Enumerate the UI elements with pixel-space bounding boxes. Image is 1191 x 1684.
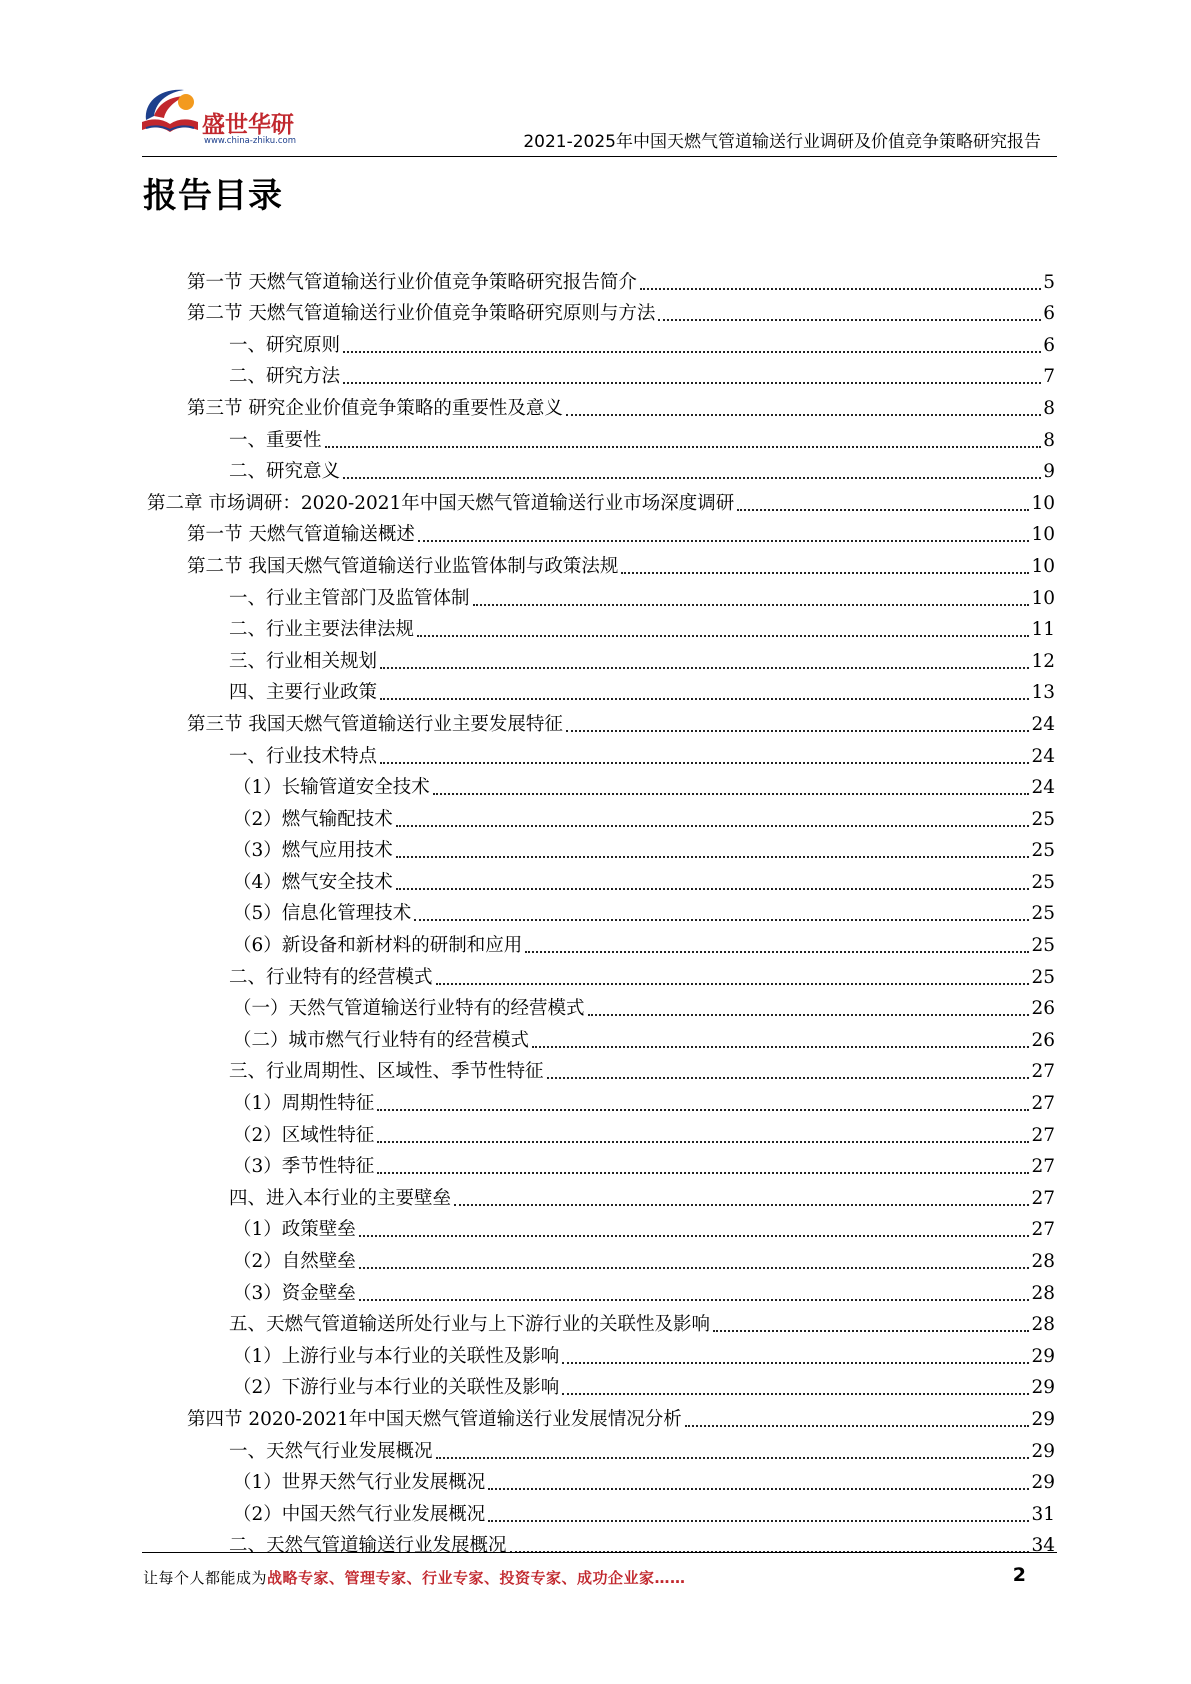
toc-dot-leader xyxy=(658,319,1041,321)
toc-entry-page: 24 xyxy=(1031,777,1055,799)
toc-entry[interactable] xyxy=(0,1052,1191,1084)
toc-dot-leader xyxy=(685,1425,1030,1427)
toc-entry-title: 四、主要行业政策 xyxy=(229,682,378,704)
toc-entry-page: 10 xyxy=(1031,555,1055,577)
toc-entry-page: 25 xyxy=(1031,808,1055,830)
toc-dot-leader xyxy=(417,635,1029,637)
toc-entry-page: 5 xyxy=(1043,271,1055,293)
slogan-emphasis: 战略专家、管理专家、行业专家、投资专家、成功企业家…… xyxy=(267,1569,686,1587)
toc-dot-leader xyxy=(359,1267,1030,1269)
toc-dot-leader xyxy=(396,825,1030,827)
toc-entry[interactable] xyxy=(0,1336,1191,1368)
toc-entry[interactable] xyxy=(0,768,1191,800)
toc-entry-title: （1）世界天然气行业发展概况 xyxy=(233,1472,486,1494)
toc-entry-title: 二、天然气管道输送行业发展概况 xyxy=(229,1535,507,1557)
toc-entry[interactable] xyxy=(0,610,1191,642)
toc-entry-page: 28 xyxy=(1031,1314,1055,1336)
table-of-contents xyxy=(0,262,1191,1557)
toc-entry-title: 三、行业周期性、区域性、季节性特征 xyxy=(229,1061,544,1083)
toc-entry-page: 27 xyxy=(1031,1219,1055,1241)
page-title: 报告目录 xyxy=(143,176,283,216)
toc-dot-leader xyxy=(473,604,1030,606)
toc-entry-page: 25 xyxy=(1031,966,1055,988)
toc-entry-page: 27 xyxy=(1031,1156,1055,1178)
toc-dot-leader xyxy=(377,1141,1029,1143)
toc-dot-leader xyxy=(547,1077,1030,1079)
report-title: 2021-2025年中国天燃气管道输送行业调研及价值竞争策略研究报告 xyxy=(523,132,1041,152)
toc-entry-page: 25 xyxy=(1031,935,1055,957)
toc-entry-page: 26 xyxy=(1031,1029,1055,1051)
toc-entry[interactable] xyxy=(0,1399,1191,1431)
toc-dot-leader xyxy=(488,1488,1029,1490)
toc-entry[interactable] xyxy=(0,262,1191,294)
toc-entry[interactable] xyxy=(0,1083,1191,1115)
toc-entry-title: 第二章 市场调研：2020-2021年中国天燃气管道输送行业市场深度调研 xyxy=(147,492,735,514)
toc-entry-page: 25 xyxy=(1031,903,1055,925)
toc-entry-page: 24 xyxy=(1031,745,1055,767)
company-logo xyxy=(140,82,340,152)
footer-divider xyxy=(142,1552,1057,1553)
toc-entry[interactable] xyxy=(0,420,1191,452)
toc-entry-title: 二、行业特有的经营模式 xyxy=(229,966,433,988)
toc-entry-title: 一、重要性 xyxy=(229,429,322,451)
toc-entry[interactable] xyxy=(0,1431,1191,1463)
toc-entry-page: 8 xyxy=(1043,429,1055,451)
toc-dot-leader xyxy=(436,1457,1030,1459)
toc-entry-page: 13 xyxy=(1031,682,1055,704)
toc-entry[interactable] xyxy=(0,1494,1191,1526)
toc-entry[interactable] xyxy=(0,452,1191,484)
toc-dot-leader xyxy=(414,919,1029,921)
toc-entry-page: 29 xyxy=(1031,1345,1055,1367)
toc-dot-leader xyxy=(737,509,1029,511)
toc-entry[interactable] xyxy=(0,1115,1191,1147)
toc-entry-title: （1）周期性特征 xyxy=(233,1093,375,1115)
toc-entry-page: 6 xyxy=(1043,334,1055,356)
toc-entry-title: （一）天然气管道输送行业特有的经营模式 xyxy=(233,998,585,1020)
toc-entry-title: 二、行业主要法律法规 xyxy=(229,619,415,641)
toc-entry-page: 11 xyxy=(1031,619,1055,641)
toc-entry-title: （2）区域性特征 xyxy=(233,1124,375,1146)
logo-website: www.china-zhiku.com xyxy=(204,136,296,146)
toc-entry-page: 10 xyxy=(1031,587,1055,609)
toc-entry-title: （1）上游行业与本行业的关联性及影响 xyxy=(233,1345,560,1367)
toc-entry-title: （1）政策壁垒 xyxy=(233,1219,356,1241)
toc-dot-leader xyxy=(562,1362,1029,1364)
toc-entry-page: 8 xyxy=(1043,397,1055,419)
toc-entry-title: 第三节 我国天燃气管道输送行业主要发展特征 xyxy=(187,713,563,735)
toc-entry[interactable] xyxy=(0,894,1191,926)
toc-entry-title: （3）燃气应用技术 xyxy=(233,840,393,862)
toc-dot-leader xyxy=(380,667,1029,669)
toc-dot-leader xyxy=(325,446,1042,448)
toc-entry-page: 29 xyxy=(1031,1408,1055,1430)
toc-dot-leader xyxy=(343,477,1041,479)
toc-entry[interactable] xyxy=(0,673,1191,705)
toc-dot-leader xyxy=(621,572,1029,574)
toc-entry-page: 27 xyxy=(1031,1187,1055,1209)
toc-entry[interactable] xyxy=(0,1241,1191,1273)
toc-entry-page: 27 xyxy=(1031,1093,1055,1115)
toc-entry-title: （6）新设备和新材料的研制和应用 xyxy=(233,935,523,957)
toc-entry-title: 第二节 我国天燃气管道输送行业监管体制与政策法规 xyxy=(187,555,619,577)
toc-entry[interactable] xyxy=(0,546,1191,578)
toc-entry-title: 第一节 天燃气管道输送概述 xyxy=(187,524,415,546)
toc-dot-leader xyxy=(396,856,1030,858)
toc-dot-leader xyxy=(713,1330,1029,1332)
toc-dot-leader xyxy=(454,1204,1029,1206)
toc-entry-page: 27 xyxy=(1031,1061,1055,1083)
toc-entry-title: 二、研究方法 xyxy=(229,366,341,388)
toc-entry-title: 第三节 研究企业价值竞争策略的重要性及意义 xyxy=(187,397,563,419)
toc-dot-leader xyxy=(343,351,1041,353)
toc-entry[interactable] xyxy=(0,704,1191,736)
toc-entry-title: （2）燃气输配技术 xyxy=(233,808,393,830)
toc-dot-leader xyxy=(566,414,1041,416)
toc-dot-leader xyxy=(418,540,1030,542)
toc-entry-page: 24 xyxy=(1031,713,1055,735)
toc-dot-leader xyxy=(433,793,1030,795)
toc-dot-leader xyxy=(396,888,1030,890)
toc-entry-page: 29 xyxy=(1031,1377,1055,1399)
toc-entry-title: 第一节 天燃气管道输送行业价值竞争策略研究报告简介 xyxy=(187,271,637,293)
toc-entry[interactable] xyxy=(0,1368,1191,1400)
toc-entry-title: 一、研究原则 xyxy=(229,334,341,356)
toc-dot-leader xyxy=(532,1046,1029,1048)
toc-entry[interactable] xyxy=(0,325,1191,357)
toc-dot-leader xyxy=(377,1109,1029,1111)
logo-brand-name: 盛世华研 xyxy=(202,112,294,138)
toc-entry[interactable] xyxy=(0,578,1191,610)
toc-entry-page: 25 xyxy=(1031,871,1055,893)
toc-dot-leader xyxy=(359,1235,1030,1237)
toc-entry-title: 一、行业主管部门及监管体制 xyxy=(229,587,470,609)
toc-entry-page: 6 xyxy=(1043,303,1055,325)
toc-dot-leader xyxy=(588,1014,1030,1016)
toc-entry-page: 31 xyxy=(1031,1503,1055,1525)
toc-entry-title: 一、天然气行业发展概况 xyxy=(229,1440,433,1462)
toc-dot-leader xyxy=(359,1299,1030,1301)
toc-entry[interactable] xyxy=(0,736,1191,768)
toc-entry[interactable] xyxy=(0,1178,1191,1210)
toc-entry-page: 27 xyxy=(1031,1124,1055,1146)
toc-entry-title: 五、天燃气管道输送所处行业与上下游行业的关联性及影响 xyxy=(229,1314,711,1336)
toc-entry-page: 25 xyxy=(1031,840,1055,862)
toc-entry-title: （2）自然壁垒 xyxy=(233,1251,356,1272)
toc-entry[interactable] xyxy=(0,294,1191,326)
toc-entry[interactable] xyxy=(0,515,1191,547)
toc-entry[interactable] xyxy=(0,1463,1191,1495)
toc-entry[interactable] xyxy=(0,1147,1191,1179)
toc-entry-title: 三、行业相关规划 xyxy=(229,650,378,672)
toc-entry-title: （2）中国天然气行业发展概况 xyxy=(233,1503,486,1525)
toc-dot-leader xyxy=(525,951,1029,953)
toc-entry[interactable] xyxy=(0,1273,1191,1305)
header-divider xyxy=(142,156,1057,157)
toc-entry[interactable] xyxy=(0,957,1191,989)
toc-entry[interactable] xyxy=(0,641,1191,673)
toc-entry-page: 34 xyxy=(1031,1535,1055,1557)
toc-entry[interactable] xyxy=(0,483,1191,515)
toc-entry[interactable] xyxy=(0,862,1191,894)
footer-slogan xyxy=(143,1567,686,1588)
toc-dot-leader xyxy=(436,983,1030,985)
toc-entry-title: （4）燃气安全技术 xyxy=(233,871,393,893)
book-swoosh-logo-icon xyxy=(140,82,202,142)
toc-dot-leader xyxy=(562,1393,1029,1395)
toc-dot-leader xyxy=(380,698,1029,700)
slogan-prefix: 让每个人都能成为 xyxy=(143,1569,268,1587)
toc-entry-page: 28 xyxy=(1031,1282,1055,1304)
toc-entry-page: 7 xyxy=(1043,366,1055,388)
toc-entry-page: 26 xyxy=(1031,998,1055,1020)
toc-dot-leader xyxy=(377,1172,1029,1174)
toc-entry[interactable] xyxy=(0,925,1191,957)
toc-entry[interactable] xyxy=(0,989,1191,1021)
toc-entry-page: 28 xyxy=(1031,1251,1055,1272)
toc-entry-title: （2）下游行业与本行业的关联性及影响 xyxy=(233,1377,560,1399)
toc-entry[interactable] xyxy=(0,831,1191,863)
toc-entry[interactable] xyxy=(0,357,1191,389)
toc-entry-page: 10 xyxy=(1031,524,1055,546)
toc-entry-title: 一、行业技术特点 xyxy=(229,745,378,767)
toc-entry-title: 二、研究意义 xyxy=(229,461,341,483)
toc-entry[interactable] xyxy=(0,1305,1191,1337)
toc-entry[interactable] xyxy=(0,1210,1191,1242)
toc-dot-leader xyxy=(640,288,1041,290)
toc-entry-title: 四、进入本行业的主要壁垒 xyxy=(229,1187,452,1209)
toc-entry[interactable] xyxy=(0,388,1191,420)
toc-dot-leader xyxy=(488,1520,1029,1522)
toc-entry-title: 第四节 2020-2021年中国天燃气管道输送行业发展情况分析 xyxy=(187,1408,682,1430)
toc-entry-title: （5）信息化管理技术 xyxy=(233,903,412,925)
page-number: 2 xyxy=(1012,1564,1026,1586)
toc-entry-title: 第二节 天燃气管道输送行业价值竞争策略研究原则与方法 xyxy=(187,303,656,325)
toc-entry-page: 12 xyxy=(1031,650,1055,672)
toc-dot-leader xyxy=(380,762,1029,764)
toc-entry-page: 29 xyxy=(1031,1440,1055,1462)
toc-entry-page: 9 xyxy=(1043,461,1055,483)
toc-entry-page: 10 xyxy=(1031,492,1055,514)
toc-entry-title: （3）季节性特征 xyxy=(233,1156,375,1178)
toc-dot-leader xyxy=(343,382,1041,384)
toc-entry[interactable] xyxy=(0,1020,1191,1052)
toc-entry-title: （二）城市燃气行业特有的经营模式 xyxy=(233,1029,530,1051)
toc-entry-page: 29 xyxy=(1031,1472,1055,1494)
toc-entry-title: （1）长输管道安全技术 xyxy=(233,777,430,799)
toc-dot-leader xyxy=(566,730,1030,732)
toc-entry[interactable] xyxy=(0,799,1191,831)
toc-entry-title: （3）资金壁垒 xyxy=(233,1282,356,1304)
